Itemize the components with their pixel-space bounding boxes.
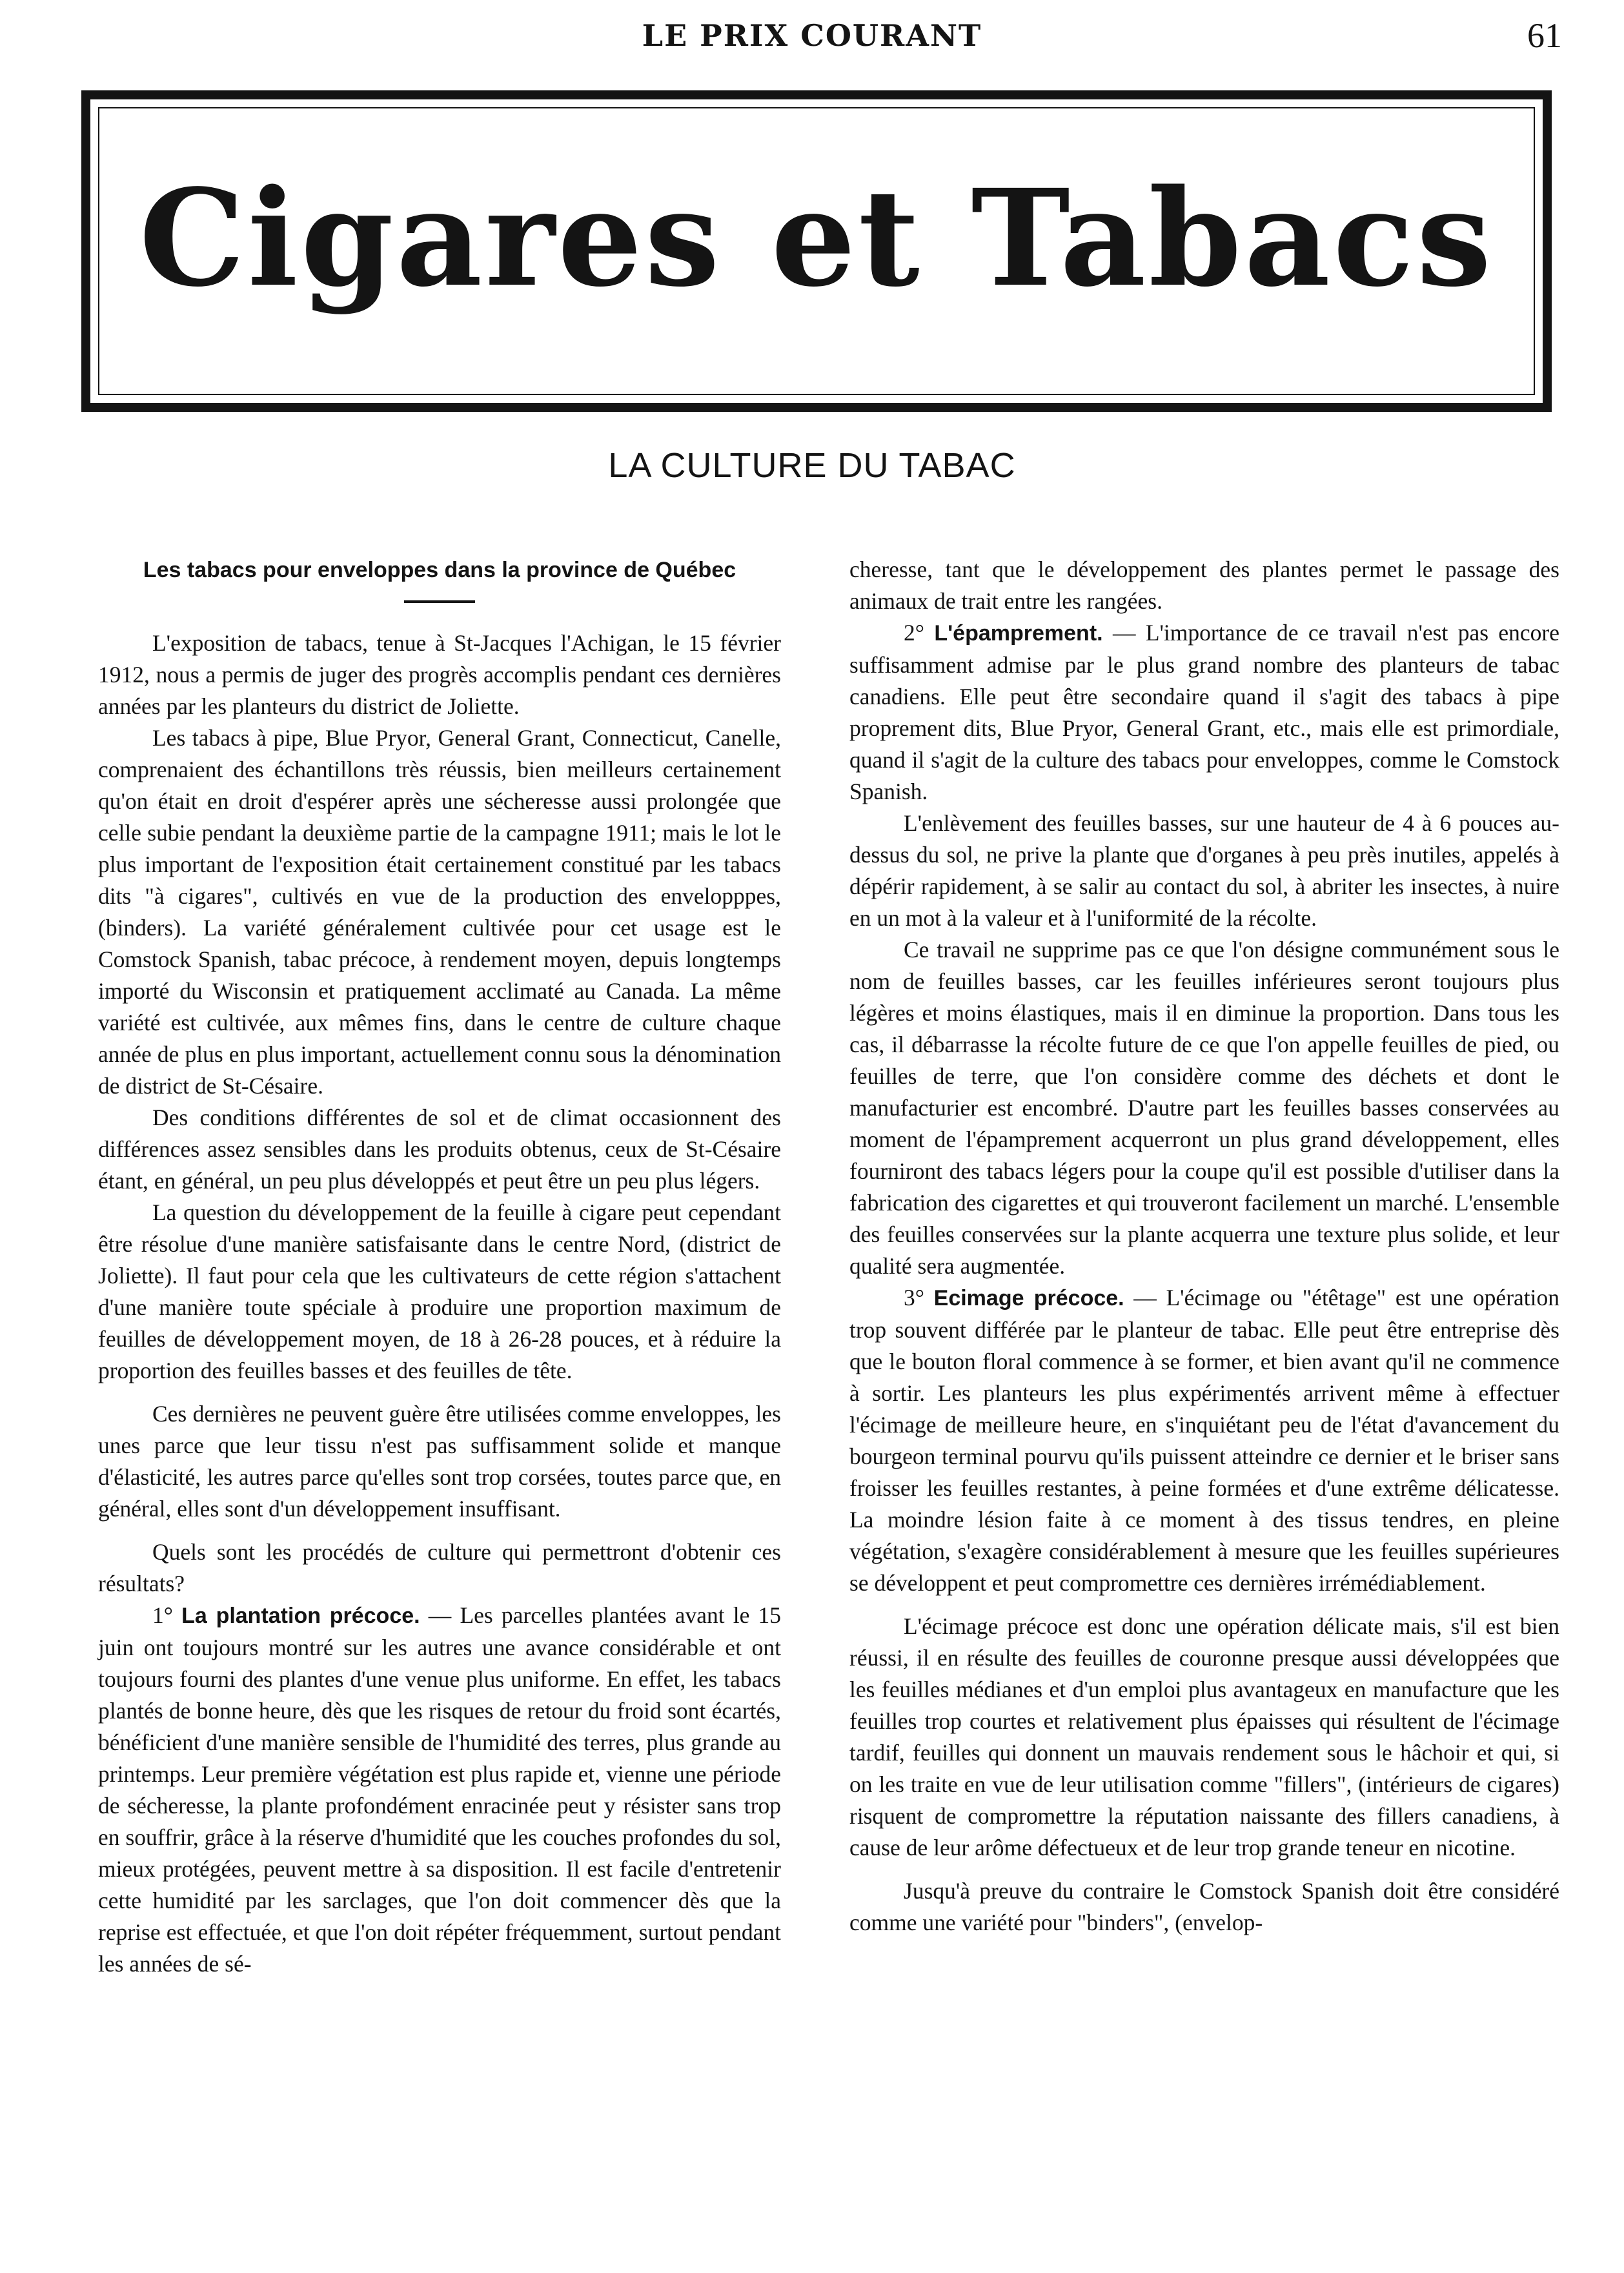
page-number: 61 bbox=[1527, 16, 1562, 55]
paragraph: Jusqu'à preuve du contraire le Comstock Spanish doit être considéré comme une variété pour "binders", (envelop- bbox=[849, 1878, 1559, 1935]
paragraph: La question du développement de la feuille à cigare peut cependant être résolue d'une manière satisfaisante dans le centre Nord, (district de Joliette). Il faut pour cela que les cultivateurs de cette région s'attachent d'une manière toute spéciale à produire une proportion maximum de feuilles de développement moyen, de 18 à 26-28 pouces, et à réduire la proportion des feuilles basses et des feuilles de tête. bbox=[98, 1199, 781, 1383]
article-title: LA CULTURE DU TABAC bbox=[608, 446, 1016, 485]
right-column bbox=[849, 554, 1559, 1939]
divider-rule bbox=[404, 600, 475, 603]
paragraph-ecimage bbox=[849, 1282, 1559, 1599]
paragraph: L'écimage précoce est donc une opération délicate mais, s'il est bien réussi, il en résulte des feuilles de couronne presque aussi développées que les feuilles médianes et d'un emploi plus avantageux en manufacture que les feuilles trop courtes et relativement plus épaisses qui résultent de l'écimage tardif, feuilles qui donnent un mauvais rendement sous le hâchoir et qui, si on les traite en vue de leur utilisation comme "fillers", (intérieurs de cigares) risquent de compromettre la réputation naissante des fillers canadiens, à cause de leur arôme défectueux et de leur trop grande teneur en nicotine. bbox=[849, 1613, 1559, 1860]
page-header bbox=[0, 14, 1624, 59]
running-title: LE PRIX COURANT bbox=[642, 18, 982, 53]
paragraph: cheresse, tant que le développement des plantes permet le passage des animaux de trait entre les rangées. bbox=[849, 556, 1559, 614]
item-number: 2° bbox=[904, 620, 924, 646]
paragraph: Ces dernières ne peuvent guère être utilisées comme enveloppes, les unes parce que leur tissu n'est pas suffisamment solide et manque d'élasticité, les autres parce qu'elles sont trop corsées, toutes parce que, en général, elles sont d'un développement insuffisant. bbox=[98, 1401, 781, 1522]
paragraph: Quels sont les procédés de culture qui permettront d'obtenir ces résultats? bbox=[98, 1539, 781, 1596]
item-heading: L'épamprement. bbox=[934, 621, 1103, 646]
item-text: — L'écimage ou "étêtage" est une opération trop souvent différée par le planteur de tabac. Elle peut être entreprise dès que le bouton floral commence à se former, et bien avant qu'il ne commence à sortir. Les planteurs les plus expérimentés arrivent même à effectuer l'écimage de meilleure heure, en s'inquiétant peu de l'état d'avancement du bourgeon terminal pourvu qu'ils puissent atteindre ce dernier et le briser sans froisser les feuilles restantes, à peine formées et d'une extrême délicatesse. La moindre lésion faite à ce moment à des tissus tendres, en pleine végétation, s'exagère considérablement à mesure que les feuilles supérieures se développent et peut compromettre ces dernières irrémédiablement. bbox=[849, 1285, 1559, 1596]
banner-title: Cigares et Tabacs bbox=[139, 160, 1494, 316]
item-text: — L'importance de ce travail n'est pas encore suffisamment admise par le plus grand nombre des planteurs de tabac canadiens. Elle peut être secondaire quand il s'agit des tabacs à pipe proprement dits, Blue Pryor, General Grant, etc., mais elle est primordiale, quand il s'agit de la culture des tabacs pour enveloppes, comme le Comstock Spanish. bbox=[849, 620, 1560, 804]
paragraph: L'enlèvement des feuilles basses, sur une hauteur de 4 à 6 pouces au-dessus du sol, ne prive la plante que d'organes à peu près inutiles, appelés à dépérir rapidement, à se salir au contact du sol, à abriter les insectes, à nuire en un mot à la valeur et à l'uniformité de la récolte. bbox=[849, 810, 1559, 931]
item-heading: La plantation précoce. bbox=[181, 1604, 420, 1628]
left-column bbox=[98, 554, 781, 1980]
paragraph: L'exposition de tabacs, tenue à St-Jacques l'Achigan, le 15 février 1912, nous a permis de juger des progrès accomplis pendant ces dernières années par les planteurs du district de Joliette. bbox=[98, 630, 781, 719]
paragraph: Les tabacs à pipe, Blue Pryor, General Grant, Connecticut, Canelle, comprenaient des échantillons très réussis, bien meilleurs certainement qu'on était en droit d'espérer après une sécheresse aussi prolongée que celle subie pendant la deuxième partie de la campagne 1911; mais le lot le plus important de l'exposition était certainement constitué par les tabacs dits "à cigares", cultivés en vue de la production des envelopppes, (binders). La variété généralement cultivée pour cet usage est le Comstock Spanish, tabac précoce, à rendement moyen, depuis longtemps importé du Wisconsin et pratiquement acclimaté au Canada. La même variété est cultivée, aux mêmes fins, dans le centre de culture chaque année de plus en plus important, actuellement connu sous la dénomination de district de St-Césaire. bbox=[98, 725, 781, 1099]
section-banner bbox=[81, 90, 1552, 412]
paragraph-epamprement bbox=[849, 617, 1559, 808]
article-subtitle: Les tabacs pour enveloppes dans la province de Québec bbox=[143, 558, 736, 582]
item-text: — Les parcelles plantées avant le 15 juin ont toujours montré sur les autres une avance considérable et ont toujours fourni des plantes d'une venue plus uniforme. En effet, les tabacs plantés de bonne heure, dès que les risques de retour du froid sont écartés, bénéficient d'une manière sensible de l'humidité des terres, plus grande au printemps. Leur première végétation est plus rapide et, vienne une période de sécheresse, la plante profondément enracinée peut y résister sans trop en souffrir, grâce à la réserve d'humidité que les couches profondes du sol, mieux protégées, peuvent mettre à sa disposition. Il est facile d'entretenir cette humidité par les sarclages, que l'on doit commencer dès que la reprise est effectuée, et que l'on doit répéter fréquemment, surtout pendant les années de sé- bbox=[98, 1602, 782, 1977]
item-number: 1° bbox=[152, 1602, 173, 1628]
paragraph-planting bbox=[98, 1600, 781, 1980]
item-heading: Ecimage précoce. bbox=[933, 1286, 1124, 1310]
item-number: 3° bbox=[904, 1285, 924, 1310]
paragraph: Ce travail ne supprime pas ce que l'on désigne communément sous le nom de feuilles basses, car les feuilles inférieures seront toujours plus légères et moins élastiques, mais il en diminue la proportion. Dans tous les cas, il débarrasse la récolte future de ce que l'on appelle feuilles de pied, ou feuilles de terre, que l'on considère comme des déchets et dont le manufacturier est encombré. D'autre part les feuilles basses conservées au moment de l'épamprement acquerront un plus grand développement, elles fourniront des tabacs légers pour la coupe qu'il est possible d'utiliser dans la fabrication des cigarettes et qui trouveront facilement un marché. L'ensemble des feuilles conservées sur la plante acquerra une texture plus solide, et leur qualité sera augmentée. bbox=[849, 937, 1559, 1279]
paragraph: Des conditions différentes de sol et de climat occasionnent des différences assez sensibles dans les produits obtenus, ceux de St-Césaire étant, en général, un peu plus développés et peut être un peu plus légers. bbox=[98, 1105, 781, 1194]
